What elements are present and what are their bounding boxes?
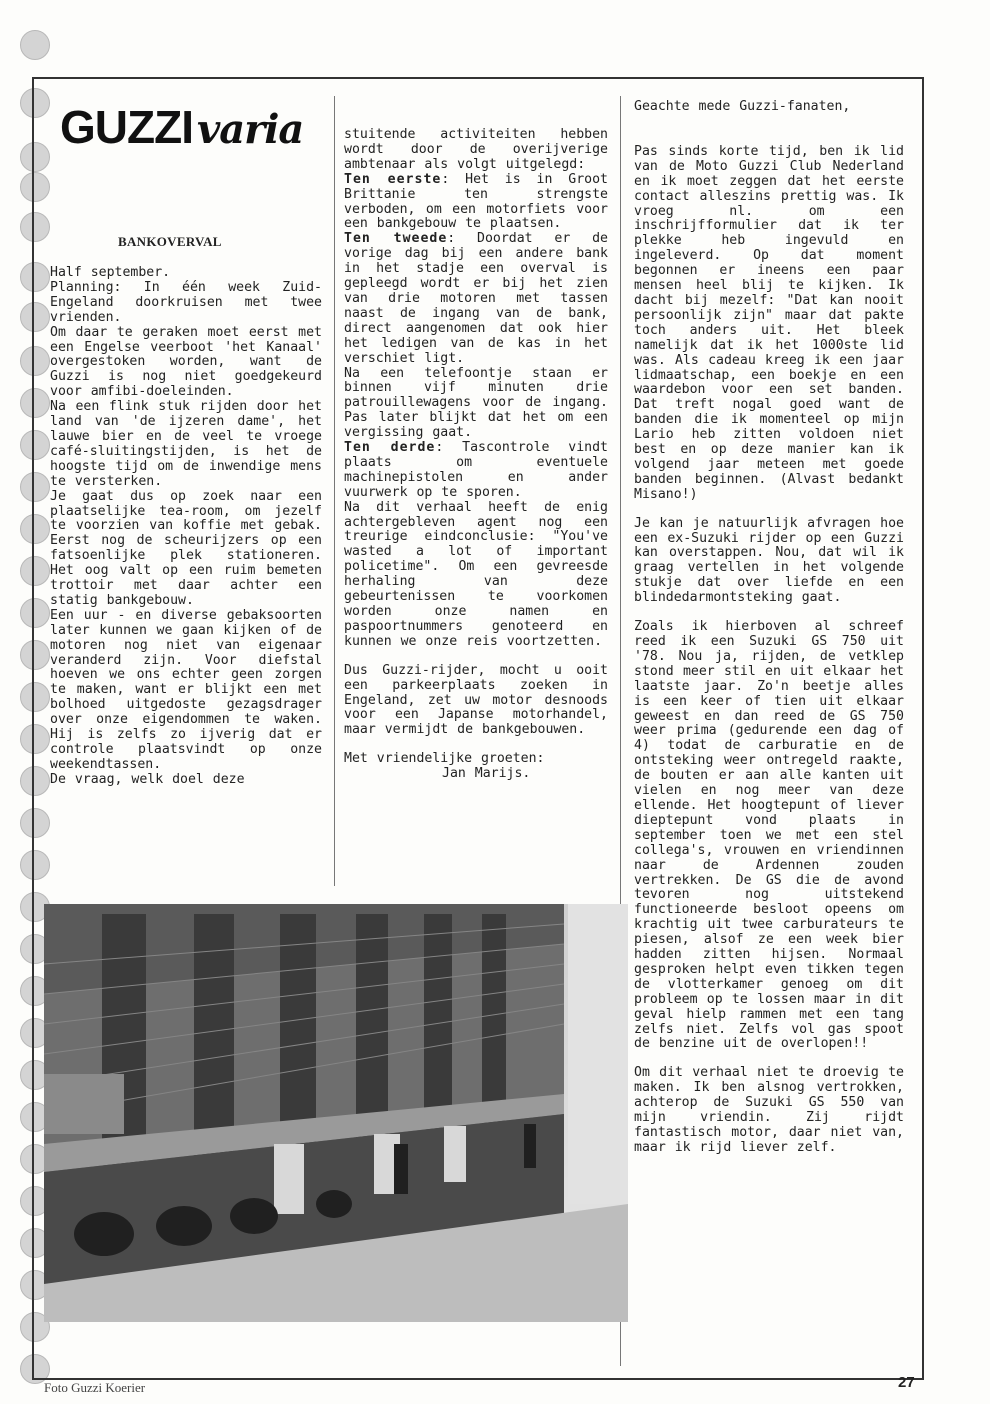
article-column-2	[344, 128, 608, 782]
photo-illustration	[44, 904, 628, 1322]
ten-eerste-label: Ten eerste	[344, 171, 442, 187]
paragraph: Om dit verhaal niet te droevig te maken. Ik ben alsnog vertrokken, achterop de Suzuki GS 550 van mijn vriendin. Zij rijdt fantastisch motor, daar niet van, maar ik rijd liever zelf.	[634, 1065, 904, 1155]
paragraph: Pas sinds korte tijd, ben ik lid van de Moto Guzzi Club Nederland en ik moet zeggen dat het eerste contact alleszins prettig was. Ik vroeg nl. om een inschrijfformulier dat ik ter plekke heb ingevuld en ingeleverd. Op dat moment begonnen er ineens een paar mensen heel blij te kijken. Ik dacht bij mezelf: "Dat kan nooit persoonlijk zijn" maar dat pakte toch anders uit. Het bleek namelijk dat ik het 1000ste lid was. Als cadeau kreeg ik een jaar lidmaatschap, een boekje en een waardebon voor een set banden. Dat treft nogal goed want de banden die ik momenteel op mijn Lario heb zitten voldoen niet best en op deze manier kan ik volgend jaar meteen met goede banden beginnen. (Alvast bedankt Misano!)	[634, 143, 904, 502]
paragraph-text: : Tascontrole vindt plaats om eventuele machinepistolen en ander vuurwerk op te sporen.	[344, 440, 608, 500]
masthead-suffix: varia	[196, 106, 304, 153]
letter-column	[634, 100, 904, 1156]
paragraph: Dus Guzzi-rijder, mocht u ooit een parkeerplaats zoeken in Engeland, zet uw motor desnoods voor een Japanse motorhandel, maar vermijdt de bankgebouwen.	[344, 662, 608, 738]
paragraph: Half september.	[50, 265, 171, 280]
masthead-logo	[60, 100, 303, 154]
author-signature: Jan Marijs.	[442, 766, 531, 782]
bank-building-photo	[44, 904, 628, 1322]
paragraph-text: : Doordat er de vorige dag bij een andere bank in het stadje een overval is gepleegd wordt er bij het zien van drie motoren met tassen naast de ingang van de bank, direct aangenomen dat ook hier het ledigen van de kas in het verschiet ligt.	[344, 231, 608, 366]
column-divider	[334, 96, 335, 886]
paragraph: De vraag, welk doel deze	[50, 771, 245, 787]
paragraph-text: : Het is in Groot Brittanie ten strengste verboden, om een motorfiets voor een bankgebouw te plaatsen.	[344, 171, 608, 232]
salutation: Geachte mede Guzzi-fanaten,	[634, 99, 851, 114]
paragraph: Planning: In één week Zuid-Engeland doorkruisen met twee vrienden.	[50, 279, 322, 325]
article-column-1	[50, 266, 322, 788]
paragraph: Zoals ik hierboven al schreef reed ik een Suzuki GS 750 uit '78. Nou ja, rijden, de vetklep stond meer stil en uit elkaar het laatste jaar. Zo'n beetje alles is een keer of tien uit elkaar geweest en dan reed de GS 750 weer prima (gedurende een dag of 4) todat de carburatie en de ontsteking weer ontregeld raakte, de bouten er aan alle kanten uit vielen en nog meer van deze ellende. Het hoogtepunt of liever dieptepunt vond plaats in september toen we met een stel collega's, vrouwen en vriendinnen naar de Ardennen zouden vertrekken. De GS die de avond tevoren nog uitstekend functioneerde besloot opeens om krachtig uit twee carburateurs te piesen, alsof ze een week bier hadden zitten hijsen. Normaal gesproken helpt even tikken tegen de vlotterkamer genoeg om dit probleem op te lossen maar in dit geval hielp rammen met een tang zelfs niet. Zelfs vol gas spoot de benzine uit de overlopen!!	[634, 619, 904, 1052]
paragraph: Je gaat dus op zoek naar een plaatselijke tea-room, om jezelf te voorzien van koffie met gebak. Eerst nog de scheurijzers op een fatsoenlijke plek stationeren. Het oog valt op een ruim bemeten trottoir met daar achter een statig bankgebouw.	[50, 488, 322, 608]
ten-derde-label: Ten derde	[344, 440, 436, 456]
photo-credit: Foto Guzzi Koerier	[44, 1380, 146, 1395]
paragraph: Na een flink stuk rijden door het land van 'de ijzeren dame', het lauwe bier en de veel te vroege café-sluitingstijden, is het de hoogste tijd om de inwendige mens te versterken.	[50, 399, 322, 489]
greeting: Met vriendelijke groeten:	[344, 751, 545, 767]
article-heading: BANKOVERVAL	[118, 234, 222, 249]
page-number: 27	[898, 1374, 915, 1391]
paragraph: Je kan je natuurlijk afvragen hoe een ex-Suzuki rijder op een Guzzi kan overstappen. Nou, dat wil ik graag vertellen in het volgende stukje dat over liefde en een blindedarmontsteking gaat.	[634, 515, 904, 606]
paragraph: Een uur - en diverse gebaksoorten later kunnen we gaan kijken of de motoren nog niet van eigenaar veranderd zijn. Voor diefstal hoeven we ons echter geen zorgen te maken, want er blijkt een met bolhoed uitgedoste gezagsdrager over onze eigendommen te waken. Hij is zelfs zo ijverig dat er controle plaatsvindt op onze weekendtassen.	[50, 607, 322, 772]
paragraph	[344, 441, 608, 501]
paragraph: stuitende activiteiten hebben wordt door de overijverige ambtenaar als volgt uitgelegd:	[344, 127, 608, 172]
paragraph	[344, 173, 608, 233]
binder-hole	[20, 30, 50, 60]
masthead-brand: GUZZI	[60, 101, 193, 153]
paragraph: Om daar te geraken moet eerst met een Engelse veerboot 'het Kanaal' overgestoken worden, want de Guzzi is nog niet goedgekeurd voor amfibi-doeleinden.	[50, 324, 322, 400]
paragraph: Na een telefoontje staan er binnen vijf minuten drie patrouillewagens voor de ingang. Pas later blijkt dat het om een vergissing gaat.	[344, 365, 608, 441]
paragraph	[344, 232, 608, 366]
ten-tweede-label: Ten tweede	[344, 231, 448, 247]
paragraph: Na dit verhaal heeft de enig achtergebleven agent nog een treurige eindconclusie: "You've wasted a lot of important policetime". Om een gevreesde herhaling van deze gebeurtenissen te voorkomen worden onze namen en paspoortnummers genoteerd en kunnen we onze reis voortzetten.	[344, 499, 608, 649]
